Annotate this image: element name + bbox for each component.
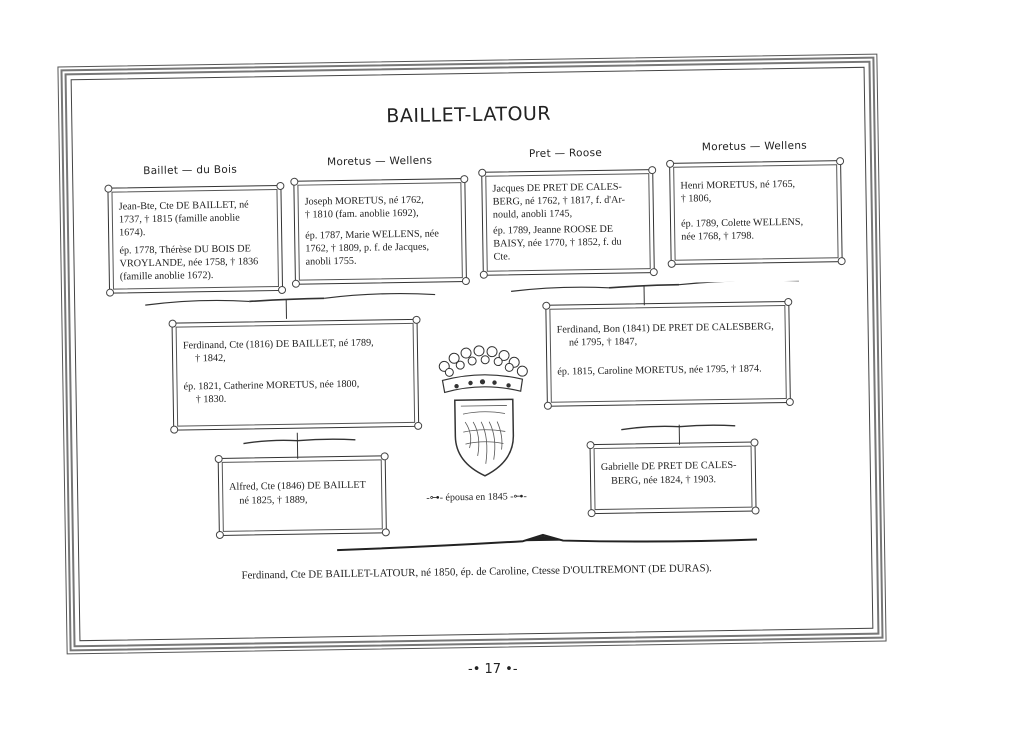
person-box-joseph-moretus [293, 178, 467, 285]
box7-line1: Alfred, Cte (1846) DE BAILLET [229, 479, 375, 495]
box1-line1: Jean-Bte, Cte DE BAILLET, né [119, 198, 271, 214]
person-box-ferdinand-de-baillet [172, 319, 420, 431]
box1-line3: 1674). [119, 224, 271, 240]
box4-line1: Henri MORETUS, né 1765, [680, 177, 830, 193]
person-box-jean-baptiste-baillet [107, 185, 283, 294]
box2-line1: Joseph MORETUS, né 1762, [305, 193, 455, 209]
box6-line3: ép. 1815, Caroline MORETUS, née 1795, † 1874. [557, 362, 779, 379]
married-in-1845-label: -⊶- épousa en 1845 -⊶- [426, 491, 527, 504]
box4-line4: née 1768, † 1798. [681, 228, 831, 244]
person-box-jacques-de-pret [481, 169, 655, 276]
box3-line5: BAISY, née 1770, † 1852, f. du [493, 235, 643, 251]
box1-line4: ép. 1778, Thérèse DU BOIS DE [119, 242, 271, 258]
person-box-gabrielle-de-pret [589, 442, 756, 515]
box1-line5: VROYLANDE, née 1758, † 1836 [120, 255, 272, 271]
box1-line6: (famille anoblie 1672). [120, 268, 272, 284]
box6-line2: né 1795, † 1847, [569, 333, 779, 350]
box3-line6: Cte. [493, 248, 643, 264]
box3-line3: nould, anobli 1745, [493, 206, 643, 222]
final-descendant-line: Ferdinand, Cte DE BAILLET-LATOUR, né 1850, ép. de Caroline, Ctesse D'OULTREMONT (DE DURAS). [241, 562, 711, 581]
box6-line1: Ferdinand, Bon (1841) DE PRET DE CALESBERG, [557, 320, 779, 337]
header-baillet-du-bois: Baillet — du Bois [143, 164, 237, 177]
box4-line3: ép. 1789, Colette WELLENS, [681, 215, 831, 231]
box5-line1: Ferdinand, Cte (1816) DE BAILLET, né 1789, [183, 336, 407, 353]
box3-line1: Jacques DE PRET DE CALES- [492, 180, 642, 196]
box2-line3: ép. 1787, Marie WELLENS, née [305, 227, 455, 243]
box3-line2: BERG, né 1762, † 1817, f. d'Ar- [493, 193, 643, 209]
header-moretus-wellens-2: Moretus — Wellens [702, 140, 807, 154]
coat-of-arms-crest [432, 343, 534, 485]
person-box-alfred-de-baillet [218, 455, 387, 536]
page-number: -• 17 •- [468, 662, 518, 677]
box1-line2: 1737, † 1815 (famille anoblie [119, 211, 271, 227]
person-box-henri-moretus [669, 160, 843, 265]
box2-line5: anobli 1755. [305, 253, 455, 269]
header-pret-roose: Pret — Roose [529, 147, 602, 160]
box8-line2: BERG, née 1824, † 1903. [611, 473, 745, 489]
box2-line4: 1762, † 1809, p. f. de Jacques, [305, 240, 455, 256]
box4-line2: † 1806, [681, 190, 831, 206]
page-title: BAILLET-LATOUR [386, 103, 551, 128]
header-moretus-wellens-1: Moretus — Wellens [327, 155, 432, 169]
box8-line1: Gabrielle DE PRET DE CALES- [601, 459, 745, 475]
box5-line2: † 1842, [195, 349, 407, 366]
box5-line3: ép. 1821, Catherine MORETUS, née 1800, [183, 377, 407, 394]
box5-line4: † 1830. [196, 390, 408, 407]
box3-line4: ép. 1789, Jeanne ROOSE DE [493, 222, 643, 238]
box2-line2: † 1810 (fam. anoblie 1692), [305, 206, 455, 222]
final-union-line [333, 529, 763, 556]
box7-line2: né 1825, † 1889, [239, 493, 375, 509]
person-box-ferdinand-de-pret [545, 301, 791, 407]
